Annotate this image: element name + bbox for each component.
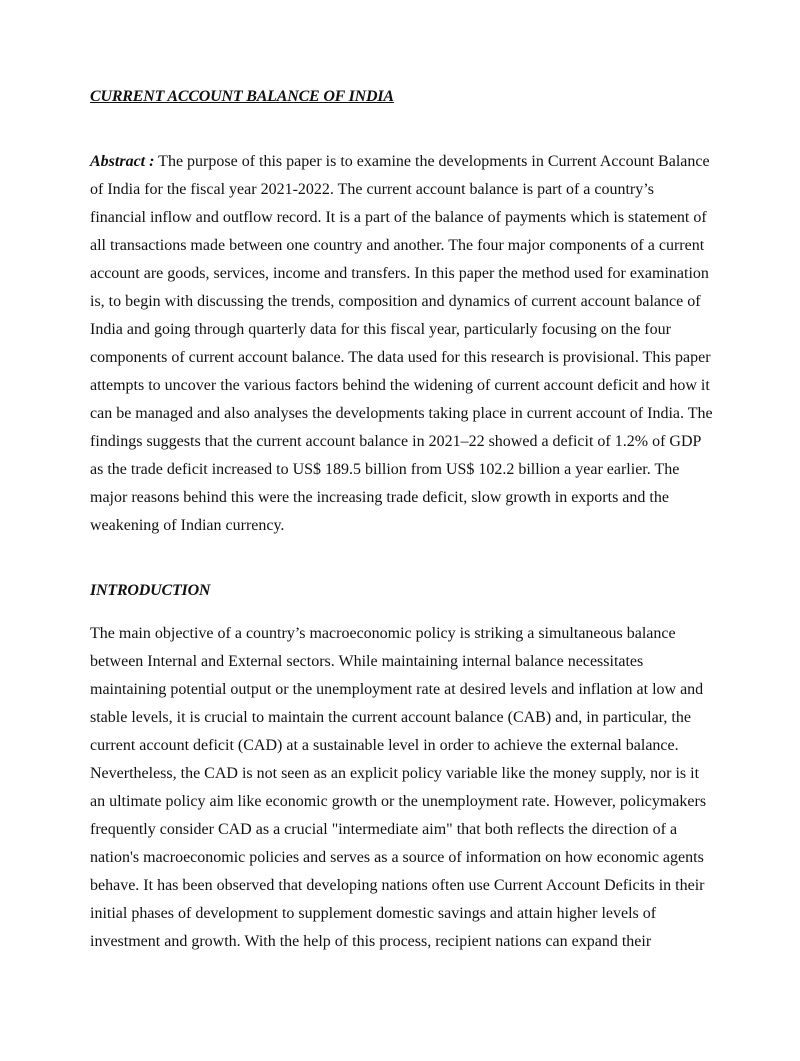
introduction-line: The main objective of a country’s macroeconomic policy is striking a simultaneous balance (90, 625, 676, 642)
abstract-line: major reasons behind this were the increasing trade deficit, slow growth in exports and the (90, 489, 669, 506)
introduction-line: behave. It has been observed that developing nations often use Current Account Deficits in their (90, 877, 705, 894)
abstract-line-text: The purpose of this paper is to examine the developments in Current Account Balance (158, 153, 710, 170)
introduction-line: Nevertheless, the CAD is not seen as an explicit policy variable like the money supply, nor is it (90, 765, 700, 782)
abstract-line: is, to begin with discussing the trends, composition and dynamics of current account balance of (90, 293, 701, 310)
abstract-line: as the trade deficit increased to US$ 189.5 billion from US$ 102.2 billion a year earlier. The (90, 461, 680, 478)
abstract-line: attempts to uncover the various factors behind the widening of current account deficit and how it (90, 377, 710, 394)
introduction-line: investment and growth. With the help of this process, recipient nations can expand their (90, 933, 652, 950)
introduction-line: stable levels, it is crucial to maintain the current account balance (CAB) and, in particular, the (90, 709, 691, 726)
abstract-line: can be managed and also analyses the developments taking place in current account of India. The (90, 405, 713, 422)
abstract-line: components of current account balance. The data used for this research is provisional. This paper (90, 349, 711, 366)
abstract-line: of India for the fiscal year 2021-2022. The current account balance is part of a country’s (90, 181, 654, 198)
abstract-line: all transactions made between one country and another. The four major components of a current (90, 237, 705, 254)
introduction-line: maintaining potential output or the unemployment rate at desired levels and inflation at low and (90, 681, 704, 698)
abstract-label: Abstract : (90, 153, 155, 170)
introduction-line: between Internal and External sectors. While maintaining internal balance necessitates (90, 653, 644, 670)
abstract-line: weakening of Indian currency. (90, 517, 285, 534)
introduction-line: initial phases of development to supplement domestic savings and attain higher levels of (90, 905, 657, 922)
introduction-line: an ultimate policy aim like economic growth or the unemployment rate. However, policymakers (90, 793, 707, 810)
abstract-line (90, 148, 730, 176)
introduction-paragraph (90, 620, 730, 956)
abstract-paragraph (90, 148, 730, 540)
abstract-line: findings suggests that the current account balance in 2021–22 showed a deficit of 1.2% of GDP (90, 433, 702, 450)
abstract-line: financial inflow and outflow record. It is a part of the balance of payments which is statement of (90, 209, 707, 226)
document-title: CURRENT ACCOUNT BALANCE OF INDIA (90, 88, 394, 105)
introduction-line: current account deficit (CAD) at a sustainable level in order to achieve the external balance. (90, 737, 679, 754)
introduction-line: nation's macroeconomic policies and serves as a source of information on how economic agents (90, 849, 704, 866)
abstract-line: account are goods, services, income and transfers. In this paper the method used for examination (90, 265, 709, 282)
abstract-line: India and going through quarterly data for this fiscal year, particularly focusing on the four (90, 321, 671, 338)
introduction-line: frequently consider CAD as a crucial "intermediate aim" that both reflects the direction of a (90, 821, 678, 838)
introduction-heading: INTRODUCTION (90, 582, 211, 599)
